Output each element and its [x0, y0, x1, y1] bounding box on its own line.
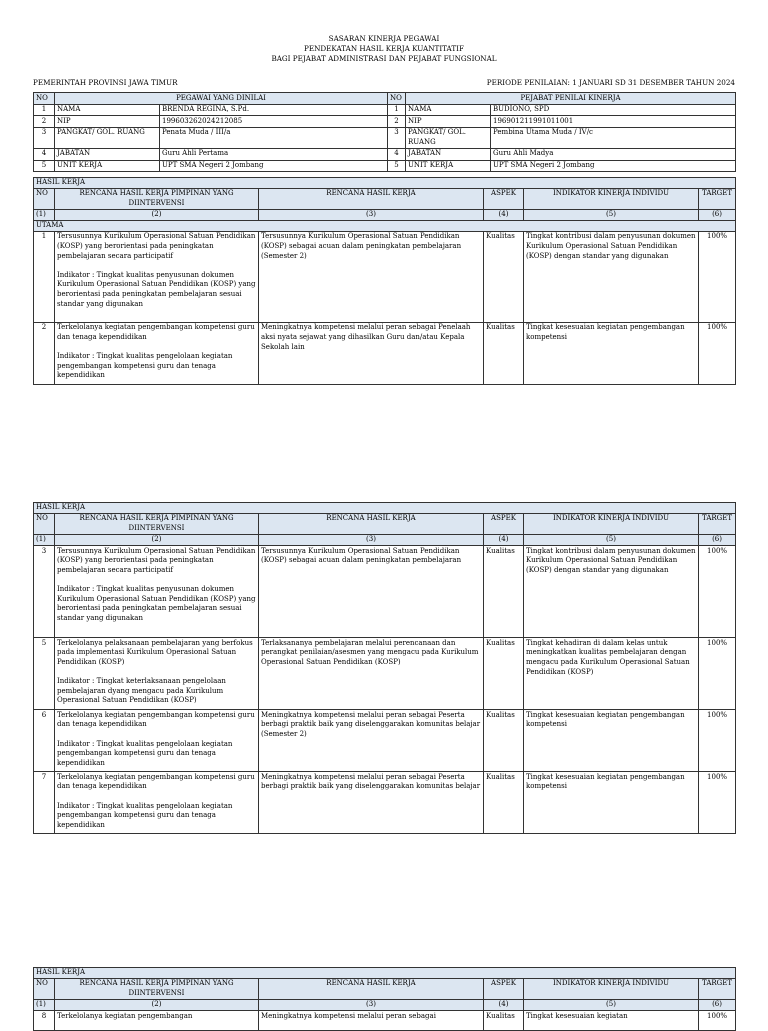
utama-row — [34, 221, 736, 232]
row-target: 100% — [699, 546, 736, 638]
row-rencana: Meningkatnya kompetensi melalui peran sebagai — [259, 1011, 484, 1031]
row-pimpinan: Terkelolanya kegiatan pengembangan — [55, 1011, 259, 1031]
table-row — [34, 546, 736, 638]
row-value: 196901211991011001 — [491, 116, 736, 128]
row-target: 100% — [699, 710, 736, 772]
col-rencana: RENCANA HASIL KERJA — [259, 188, 484, 209]
row-value: UPT SMA Negeri 2 Jombang — [160, 160, 388, 172]
row-target: 100% — [699, 638, 736, 710]
periode-label: PERIODE PENILAIAN: 1 JANUARI SD 31 DESEMBER TAHUN 2024 — [486, 78, 735, 87]
pegawai-header-row — [34, 93, 736, 105]
hasil-kerja-table-1 — [33, 177, 736, 385]
row-pimpinan — [55, 546, 259, 638]
pimpinan-indikator: Indikator : Tingkat kualitas pengelolaan kegiatan pengembangan kompetensi guru dan tenaga kependidikan — [57, 739, 233, 767]
row-no: 4 — [388, 148, 406, 160]
pimpinan-indikator: Indikator : Tingkat kualitas penyusunan dokumen Kurikulum Operasional Satuan Pendidikan (KOSP) yang berorientasi pada peningkatan pembelajaran sesuai standar yang digunakan — [57, 270, 256, 308]
row-pimpinan — [55, 638, 259, 710]
row-rencana: Terlaksananya pembelajaran melalui perencanaan dan perangkat penilaian/asesmen yang mengacu pada Kurikulum Operasional Satuan Pendidikan (KOSP) — [259, 638, 484, 710]
col-num: (5) — [524, 209, 699, 221]
row-value: BUDIONO, SPD — [491, 104, 736, 116]
pimpinan-indikator: Indikator : Tingkat kualitas pengelolaan kegiatan pengembangan kompetensi guru dan tenaga kependidikan — [57, 352, 233, 380]
col-num: (3) — [259, 999, 484, 1011]
row-label: JABATAN — [406, 148, 491, 160]
row-label: NAMA — [55, 104, 160, 116]
table-row — [34, 104, 736, 116]
col-num: (4) — [484, 534, 524, 546]
row-no: 1 — [388, 104, 406, 116]
col-num: (6) — [699, 534, 736, 546]
pimpinan-indikator: Indikator : Tingkat kualitas penyusunan dokumen Kurikulum Operasional Satuan Pendidikan (KOSP) yang berorientasi pada peningkatan pembelajaran sesuai standar yang digunakan — [57, 585, 256, 623]
table-row — [34, 160, 736, 172]
col-num: (2) — [55, 209, 259, 221]
col-target: TARGET — [699, 513, 736, 534]
table-row — [34, 148, 736, 160]
col-num: (3) — [259, 209, 484, 221]
row-target: 100% — [699, 772, 736, 834]
doc-title: SASARAN KINERJA PEGAWAI — [328, 34, 440, 43]
row-label: PANGKAT/ GOL. RUANG — [406, 127, 491, 148]
row-no: 3 — [388, 127, 406, 148]
row-no: 4 — [34, 148, 55, 160]
col-rencana: RENCANA HASIL KERJA — [259, 513, 484, 534]
row-aspek: Kualitas — [484, 322, 524, 384]
row-aspek: Kualitas — [484, 710, 524, 772]
col-no-2: NO — [388, 93, 406, 105]
section-title: HASIL KERJA — [34, 968, 736, 979]
row-pimpinan — [55, 772, 259, 834]
hasil-header-row — [34, 978, 736, 999]
instansi-label: PEMERINTAH PROVINSI JAWA TIMUR — [33, 78, 178, 87]
pimpinan-text: Tersusunnya Kurikulum Operasional Satuan Pendidikan (KOSP) yang berorientasi pada peningkatan pembelajaran secara participatif — [57, 546, 256, 575]
col-number-row — [34, 209, 736, 221]
hasil-kerja-table-2 — [33, 502, 736, 834]
col-aspek: ASPEK — [484, 188, 524, 209]
table-row — [34, 638, 736, 710]
row-target: 100% — [699, 231, 736, 322]
row-no: 2 — [34, 322, 55, 384]
col-num: (2) — [55, 534, 259, 546]
table-row — [34, 710, 736, 772]
row-rencana: Tersusunnya Kurikulum Operasional Satuan Pendidikan (KOSP) sebagai acuan dalam peningkatan pembelajaran — [259, 546, 484, 638]
pegawai-table — [33, 92, 736, 172]
table-row — [34, 231, 736, 322]
row-label: NIP — [406, 116, 491, 128]
col-num: (2) — [55, 999, 259, 1011]
row-value: Guru Ahli Pertama — [160, 148, 388, 160]
col-no: NO — [34, 978, 55, 999]
row-indikator: Tingkat kesesuaian kegiatan pengembangan kompetensi — [524, 710, 699, 772]
row-value: Penata Muda / III/a — [160, 127, 388, 148]
col-rencana: RENCANA HASIL KERJA — [259, 978, 484, 999]
doc-subtitle-2: BAGI PEJABAT ADMINISTRASI DAN PEJABAT FUNGSIONAL — [271, 54, 497, 63]
table-row — [34, 772, 736, 834]
col-rencana-pimpinan: RENCANA HASIL KERJA PIMPINAN YANG DIINTERVENSI — [55, 978, 259, 999]
col-num: (1) — [34, 209, 55, 221]
row-no: 5 — [34, 160, 55, 172]
row-indikator: Tingkat kesesuaian kegiatan pengembangan kompetensi — [524, 772, 699, 834]
hasil-header-row — [34, 188, 736, 209]
row-no: 5 — [388, 160, 406, 172]
row-indikator: Tingkat kontribusi dalam penyusunan dokumen Kurikulum Operasional Satuan Pendidikan (KOSP) dengan standar yang digunakan — [524, 231, 699, 322]
pimpinan-text: Tersusunnya Kurikulum Operasional Satuan Pendidikan (KOSP) yang berorientasi pada peningkatan pembelajaran secara participatif — [57, 232, 256, 260]
row-value: Pembina Utama Muda / IV/c — [491, 127, 736, 148]
col-no: NO — [34, 188, 55, 209]
pimpinan-text: Terkelolanya kegiatan pengembangan kompetensi guru dan tenaga kependidikan — [57, 323, 255, 342]
col-indikator: INDIKATOR KINERJA INDIVIDU — [524, 513, 699, 534]
section-row — [34, 503, 736, 514]
row-target: 100% — [699, 322, 736, 384]
row-value: 199603262024212085 — [160, 116, 388, 128]
row-aspek: Kualitas — [484, 772, 524, 834]
row-no: 6 — [34, 710, 55, 772]
row-pimpinan — [55, 710, 259, 772]
row-no: 7 — [34, 772, 55, 834]
row-indikator: Tingkat kehadiran di dalam kelas untuk meningkatkan kualitas pembelajaran dengan mengacu pada Kurikulum Operasional Satuan Pendidikan (KOSP) — [524, 638, 699, 710]
row-indikator: Tingkat kesesuaian kegiatan pengembangan kompetensi — [524, 322, 699, 384]
col-number-row — [34, 999, 736, 1011]
col-num: (6) — [699, 209, 736, 221]
row-no: 1 — [34, 104, 55, 116]
row-no: 2 — [34, 116, 55, 128]
row-indikator: Tingkat kesesuaian kegiatan — [524, 1011, 699, 1031]
table-row — [34, 322, 736, 384]
row-rencana: Meningkatnya kompetensi melalui peran sebagai Penelaah aksi nyata sejawat yang dihasilkan Guru dan/atau Kepala Sekolah lain — [259, 322, 484, 384]
row-value: UPT SMA Negeri 2 Jombang — [491, 160, 736, 172]
row-target: 100% — [699, 1011, 736, 1031]
col-dinilai: PEGAWAI YANG DINILAI — [55, 93, 388, 105]
row-aspek: Kualitas — [484, 638, 524, 710]
utama-label: UTAMA — [34, 221, 736, 232]
row-rencana: Tersusunnya Kurikulum Operasional Satuan Pendidikan (KOSP) sebagai acuan dalam peningkatan pembelajaran (Semester 2) — [259, 231, 484, 322]
row-value: Guru Ahli Madya — [491, 148, 736, 160]
hasil-kerja-table-3 — [33, 967, 736, 1031]
table-row — [34, 116, 736, 128]
section-row — [34, 178, 736, 189]
row-rencana: Meningkatnya kompetensi melalui peran sebagai Peserta berbagi praktik baik yang diselenggarakan komunitas belajar — [259, 772, 484, 834]
doc-subtitle: PENDEKATAN HASIL KERJA KUANTITATIF — [304, 44, 464, 53]
table-row — [34, 1011, 736, 1031]
row-aspek: Kualitas — [484, 546, 524, 638]
row-label: UNIT KERJA — [406, 160, 491, 172]
col-num: (4) — [484, 999, 524, 1011]
row-no: 8 — [34, 1011, 55, 1031]
row-no: 5 — [34, 638, 55, 710]
row-rencana: Meningkatnya kompetensi melalui peran sebagai Peserta berbagi praktik baik yang diselenggarakan komunitas belajar (Semester 2) — [259, 710, 484, 772]
row-value: BRENDA REGINA, S.Pd. — [160, 104, 388, 116]
pimpinan-indikator: Indikator : Tingkat kualitas pengelolaan kegiatan pengembangan kompetensi guru dan tenaga kependidikan — [57, 801, 233, 829]
col-number-row — [34, 534, 736, 546]
row-no: 3 — [34, 127, 55, 148]
col-num: (3) — [259, 534, 484, 546]
pimpinan-text: Terkelolanya pelaksanaan pembelajaran yang berfokus pada implementasi Kurikulum Operasional Satuan Pendidikan (KOSP) — [57, 638, 253, 667]
row-indikator: Tingkat kontribusi dalam penyusunan dokumen Kurikulum Operasional Satuan Pendidikan (KOSP) dengan standar yang digunakan — [524, 546, 699, 638]
col-no: NO — [34, 513, 55, 534]
row-label: JABATAN — [55, 148, 160, 160]
row-aspek: Kualitas — [484, 1011, 524, 1031]
col-rencana-pimpinan: RENCANA HASIL KERJA PIMPINAN YANG DIINTERVENSI — [55, 513, 259, 534]
row-label: UNIT KERJA — [55, 160, 160, 172]
row-label: NIP — [55, 116, 160, 128]
col-target: TARGET — [699, 978, 736, 999]
row-pimpinan — [55, 231, 259, 322]
col-aspek: ASPEK — [484, 978, 524, 999]
row-label: PANGKAT/ GOL. RUANG — [55, 127, 160, 148]
table-row — [34, 127, 736, 148]
col-target: TARGET — [699, 188, 736, 209]
col-indikator: INDIKATOR KINERJA INDIVIDU — [524, 978, 699, 999]
pimpinan-text: Terkelolanya kegiatan pengembangan kompetensi guru dan tenaga kependidikan — [57, 710, 255, 729]
hasil-header-row — [34, 513, 736, 534]
col-num: (4) — [484, 209, 524, 221]
section-title: HASIL KERJA — [34, 503, 736, 514]
section-row — [34, 968, 736, 979]
row-no: 1 — [34, 231, 55, 322]
row-no: 2 — [388, 116, 406, 128]
row-pimpinan — [55, 322, 259, 384]
row-aspek: Kualitas — [484, 231, 524, 322]
section-title: HASIL KERJA — [34, 178, 736, 189]
col-num: (1) — [34, 534, 55, 546]
col-num: (5) — [524, 999, 699, 1011]
pimpinan-indikator: Indikator : Tingkat keterlaksanaan pengelolaan pembelajaran dyang mengacu pada Kurikulum Operasional Satuan Pendidikan (KOSP) — [57, 677, 226, 705]
col-penilai: PEJABAT PENILAI KINERJA — [406, 93, 736, 105]
row-label: NAMA — [406, 104, 491, 116]
col-num: (1) — [34, 999, 55, 1011]
col-no: NO — [34, 93, 55, 105]
pimpinan-text: Terkelolanya kegiatan pengembangan kompetensi guru dan tenaga kependidikan — [57, 772, 255, 791]
row-no: 3 — [34, 546, 55, 638]
col-num: (5) — [524, 534, 699, 546]
col-indikator: INDIKATOR KINERJA INDIVIDU — [524, 188, 699, 209]
col-aspek: ASPEK — [484, 513, 524, 534]
col-num: (6) — [699, 999, 736, 1011]
col-rencana-pimpinan: RENCANA HASIL KERJA PIMPINAN YANG DIINTERVENSI — [55, 188, 259, 209]
